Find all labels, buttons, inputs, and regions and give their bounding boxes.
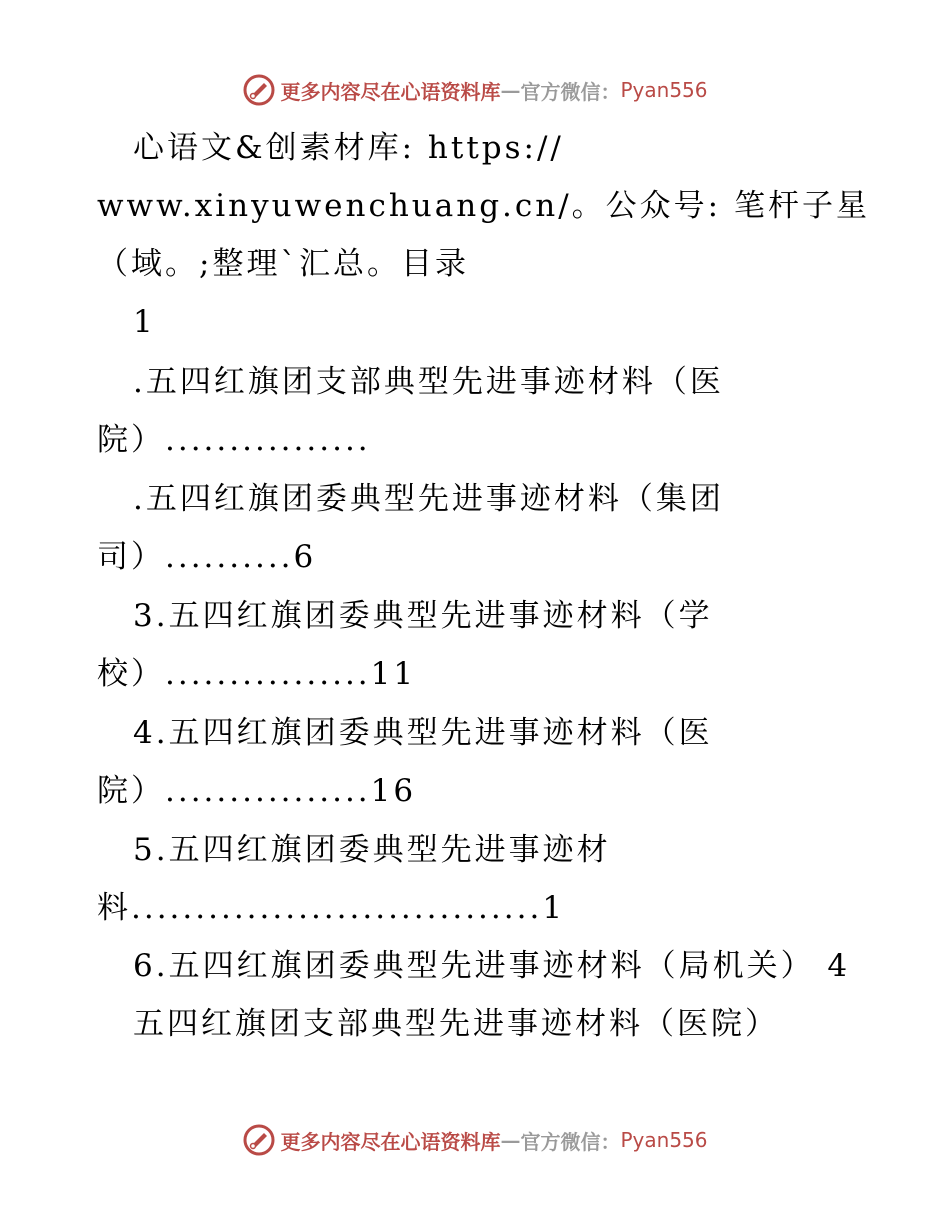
banner-dash: — <box>500 78 521 102</box>
toc-item-5: 5.五四红旗团委典型先进事迹材 <box>133 832 611 868</box>
brand-logo-icon <box>242 1123 276 1157</box>
banner-wechat-label: 官方微信： <box>520 1129 621 1154</box>
banner-text: 更多内容尽在心语资料库 <box>280 1129 501 1154</box>
toc-item-2-cont: 司）..........6 <box>97 539 317 575</box>
toc-number: 1 <box>133 304 156 340</box>
section-heading: 五四红旗团支部典型先进事迹材料（医院） <box>133 1006 779 1042</box>
doc-line-3: （域。;整理`汇总。目录 <box>97 246 469 282</box>
toc-item-1-cont: 院）................ <box>97 422 371 458</box>
banner-wechat-id: Pyan556 <box>620 1128 708 1152</box>
toc-item-2: .五四红旗团委典型先进事迹材料（集团 <box>133 481 724 517</box>
banner-dash: — <box>500 1128 521 1152</box>
banner-wechat-label: 官方微信： <box>520 79 621 104</box>
header-banner <box>0 70 950 110</box>
banner-text: 更多内容尽在心语资料库 <box>280 79 501 104</box>
doc-line-1: 心语文&创素材库: https:// <box>133 130 564 166</box>
toc-item-1: .五四红旗团支部典型先进事迹材料（医 <box>133 364 724 400</box>
toc-item-4-cont: 院）................16 <box>97 773 417 809</box>
toc-item-6: 6.五四红旗团委典型先进事迹材料（局机关） 4 <box>133 948 851 984</box>
toc-item-3: 3.五四红旗团委典型先进事迹材料（学 <box>133 598 713 634</box>
brand-logo-icon <box>242 73 276 107</box>
toc-item-3-cont: 校）................11 <box>97 656 417 692</box>
doc-line-2: www.xinyuwenchuang.cn/。公众号: 笔杆子星 <box>97 188 870 224</box>
toc-item-5-cont: 料................................1 <box>97 890 566 926</box>
banner-wechat-id: Pyan556 <box>620 78 708 102</box>
toc-item-4: 4.五四红旗团委典型先进事迹材料（医 <box>133 715 713 751</box>
footer-banner <box>0 1120 950 1160</box>
